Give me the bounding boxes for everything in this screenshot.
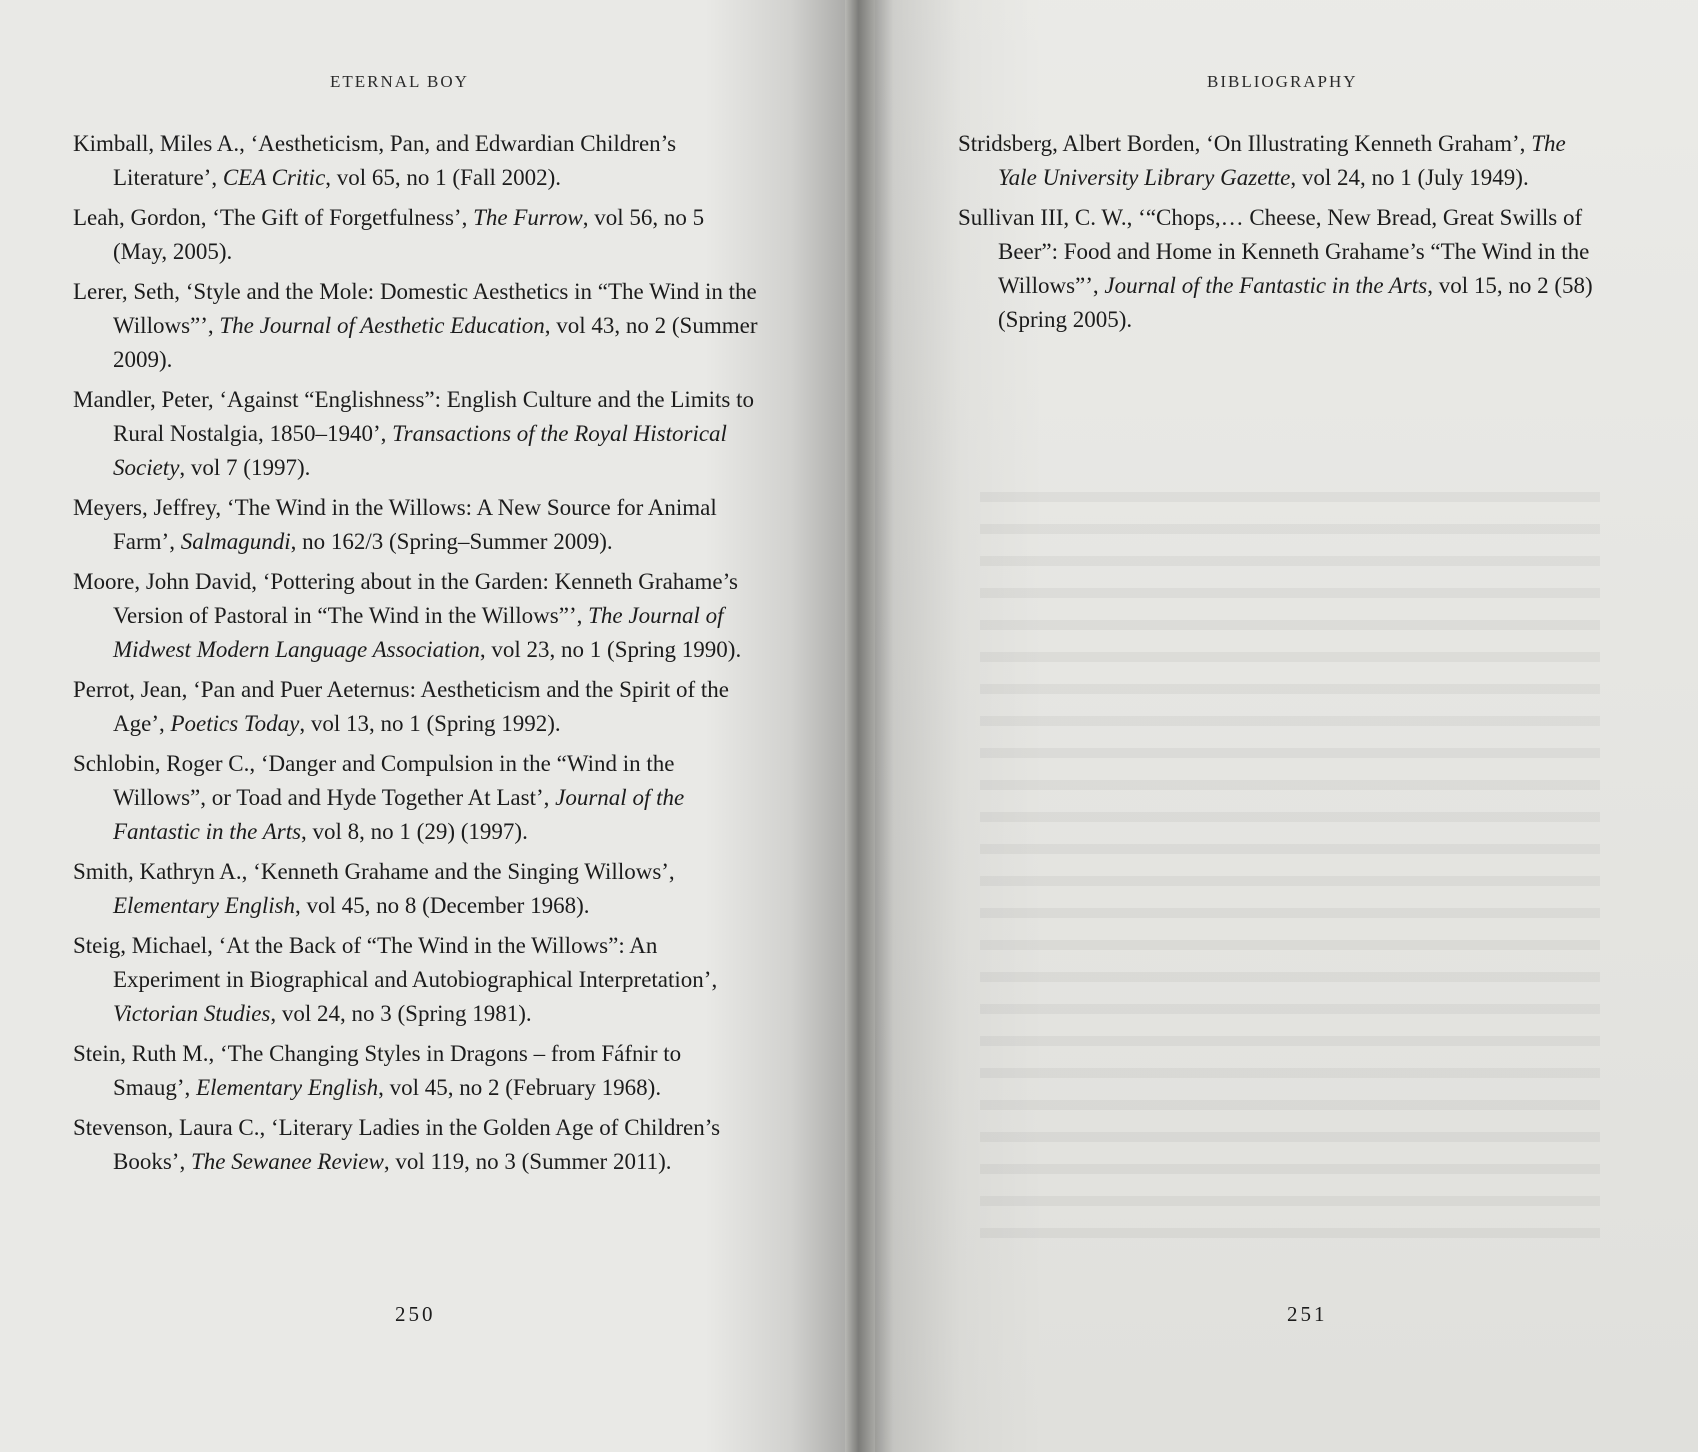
entry-details: , vol 13, no 1 (Spring 1992). <box>299 711 561 736</box>
page-number: 251 <box>1287 1302 1328 1326</box>
entry-publication: Elementary English <box>196 1075 379 1100</box>
entry-text: Stridsberg, Albert Borden, ‘On Illustrating Kenneth Graham’, <box>958 131 1532 156</box>
page-number: 250 <box>395 1302 436 1326</box>
bibliography-entry <box>73 929 763 1031</box>
entry-details: , vol 23, no 1 (Spring 1990). <box>479 637 742 662</box>
entry-details: , vol 7 (1997). <box>179 455 311 480</box>
book-gutter <box>845 0 875 1452</box>
bibliography-entry <box>73 855 763 923</box>
entry-publication: Journal of the Fantastic in the Arts <box>113 785 685 844</box>
entry-text: Stevenson, Laura C., ‘Literary Ladies in the Golden Age of Children’s Books’, <box>73 1115 721 1174</box>
entry-text: Mandler, Peter, ‘Against “Englishness”: English Culture and the Limits to Rural Nostalgia, 1850–1940’, <box>73 387 755 446</box>
right-page <box>860 0 1698 1452</box>
entry-publication: Transactions of the Royal Historical Society <box>113 421 727 480</box>
entry-publication: Salmagundi <box>180 529 291 554</box>
bibliography-entry <box>73 383 763 485</box>
entry-details: , vol 65, no 1 (Fall 2002). <box>325 165 562 190</box>
entry-publication: Poetics Today <box>170 711 300 736</box>
entry-details: , vol 56, no 5 (May, 2005). <box>113 205 705 264</box>
bibliography-entry <box>73 747 763 849</box>
bibliography-entry <box>73 1111 763 1179</box>
bibliography-entry <box>958 201 1598 337</box>
entry-text: Schlobin, Roger C., ‘Danger and Compulsion in the “Wind in the Willows”, or Toad and Hyde Together At Last’, <box>73 751 675 810</box>
entry-publication: The Yale University Library Gazette <box>998 131 1566 190</box>
bibliography-list <box>958 127 1598 343</box>
entry-details: , vol 119, no 3 (Summer 2011). <box>383 1149 672 1174</box>
entry-publication: The Furrow <box>473 205 583 230</box>
entry-publication: Elementary English <box>113 893 296 918</box>
entry-publication: The Sewanee Review <box>190 1149 384 1174</box>
entry-text: Leah, Gordon, ‘The Gift of Forgetfulness’, <box>73 205 474 230</box>
entry-text: Steig, Michael, ‘At the Back of “The Wind in the Willows”: An Experiment in Biographical and Autobiographical Interpretation’, <box>73 933 718 992</box>
entry-details: , vol 43, no 2 (Summer 2009). <box>113 313 758 372</box>
entry-publication: Victorian Studies <box>113 1001 271 1026</box>
bibliography-entry <box>73 491 763 559</box>
entry-text: Perrot, Jean, ‘Pan and Puer Aeternus: Aestheticism and the Spirit of the Age’, <box>73 677 730 736</box>
entry-text: Sullivan III, C. W., ‘“Chops,… Cheese, New Bread, Great Swills of Beer”: Food and Home in Kenneth Grahame’s “The Wind in the Willows”’, <box>958 205 1590 298</box>
bibliography-entry <box>958 127 1598 195</box>
entry-details: , vol 24, no 1 (July 1949). <box>1290 165 1529 190</box>
running-head: BIBLIOGRAPHY <box>1207 72 1358 91</box>
entry-text: Meyers, Jeffrey, ‘The Wind in the Willows: A New Source for Animal Farm’, <box>73 495 717 554</box>
entry-details: , vol 8, no 1 (29) (1997). <box>301 819 528 844</box>
bibliography-entry <box>73 275 763 377</box>
show-through-text <box>980 470 1600 1250</box>
entry-text: Moore, John David, ‘Pottering about in the Garden: Kenneth Grahame’s Version of Pastoral in “The Wind in the Willows”’, <box>73 569 738 628</box>
entry-text: Smith, Kathryn A., ‘Kenneth Grahame and the Singing Willows’, <box>73 859 675 884</box>
entry-publication: Journal of the Fantastic in the Arts <box>1104 273 1428 298</box>
bibliography-entry <box>73 127 763 195</box>
entry-details: , vol 15, no 2 (58) (Spring 2005). <box>998 273 1593 332</box>
entry-details: , vol 45, no 8 (December 1968). <box>295 893 590 918</box>
running-head: ETERNAL BOY <box>330 72 469 91</box>
entry-publication: The Journal of Aesthetic Education <box>219 313 545 338</box>
entry-details: , no 162/3 (Spring–Summer 2009). <box>290 529 613 554</box>
bibliography-entry <box>73 673 763 741</box>
entry-text: Kimball, Miles A., ‘Aestheticism, Pan, and Edwardian Children’s Literature’, <box>73 131 677 190</box>
entry-details: , vol 45, no 2 (February 1968). <box>378 1075 662 1100</box>
bibliography-list <box>73 127 763 1185</box>
entry-text: Stein, Ruth M., ‘The Changing Styles in Dragons – from Fáfnir to Smaug’, <box>73 1041 682 1100</box>
entry-publication: The Journal of Midwest Modern Language Association <box>113 603 724 662</box>
bibliography-entry <box>73 201 763 269</box>
entry-details: , vol 24, no 3 (Spring 1981). <box>270 1001 532 1026</box>
entry-publication: CEA Critic <box>222 165 326 190</box>
entry-text: Lerer, Seth, ‘Style and the Mole: Domestic Aesthetics in “The Wind in the Willows”’, <box>73 279 757 338</box>
bibliography-entry <box>73 1037 763 1105</box>
bibliography-entry <box>73 565 763 667</box>
